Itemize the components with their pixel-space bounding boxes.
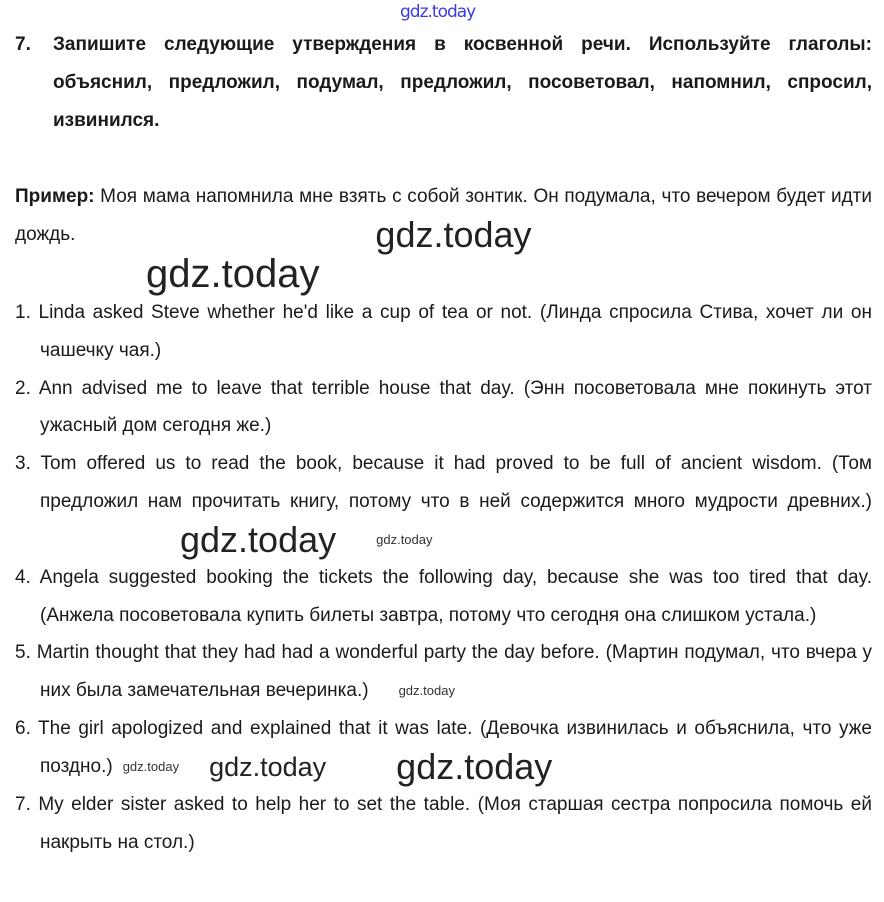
answer-text: 6. The girl apologized and explained that it was late. (Девочка извинилась и объяснила, что уже поздно.) [15, 718, 872, 777]
watermark: gdz.today [396, 745, 553, 787]
watermark-top: gdz.today [400, 2, 476, 22]
example-text: Моя мама напомнила мне взять с собой зонтик. Он подумала, что вечером будет идти дождь. [15, 186, 872, 245]
watermark: gdz.today [146, 252, 320, 296]
answer-item [15, 559, 872, 635]
answers-list [15, 294, 872, 862]
example-label: Пример: [15, 186, 95, 207]
answer-text: 5. Martin thought that they had had a wonderful party the day before. (Мартин подумал, что вчера у них была замечательная вечеринка.) [15, 642, 872, 702]
answer-item [15, 370, 872, 446]
answer-item [15, 445, 872, 559]
answer-item [15, 786, 872, 862]
answer-text: 1. Linda asked Steve whether he'd like a cup of tea or not. (Линда спросила Стива, хочет ли он чашечку чая.) [15, 302, 872, 361]
answer-text: 4. Angela suggested booking the tickets the following day, because she was too tired that day. (Анжела посоветовала купить билеты завтра, потому что сегодня она слишком устала.) [15, 566, 872, 626]
answer-item [15, 634, 872, 710]
task-number: 7. [15, 34, 31, 55]
answer-item [15, 710, 872, 786]
watermark: gdz.today [398, 683, 455, 699]
watermark: gdz.today [376, 531, 433, 547]
watermark: gdz.today [122, 758, 180, 774]
task-text: Запишите следующие утверждения в косвенной речи. Используйте глаголы: объяснил, предложил, подумал, предложил, посоветовал, напомнил, спросил, извинился. [53, 34, 872, 131]
answer-text: 7. My elder sister asked to help her to set the table. (Моя старшая сестра попросила помочь ей накрыть на стол.) [15, 793, 872, 853]
answer-text: 2. Ann advised me to leave that terrible house that day. (Энн посоветовала мне покинуть этот ужасный дом сегодня же.) [15, 377, 872, 437]
watermark: gdz.today [375, 214, 532, 255]
watermark: gdz.today [209, 751, 327, 782]
task-heading [15, 26, 872, 140]
watermark: gdz.today [180, 518, 337, 560]
answer-text: 3. Tom offered us to read the book, because it had proved to be full of ancient wisdom. (Том предложил нам прочитать книгу, потому что в ней содержится много мудрости древних.) [15, 453, 872, 512]
answer-item [15, 294, 872, 370]
example [15, 178, 872, 254]
